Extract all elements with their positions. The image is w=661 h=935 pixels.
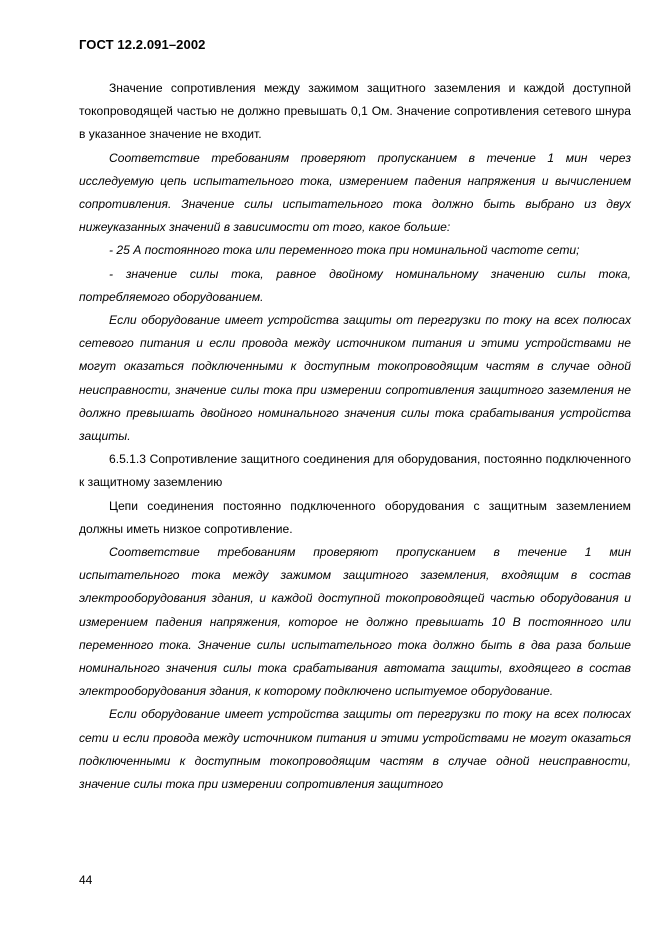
- document-body: [79, 77, 631, 796]
- paragraph-overload-protection-permanent: Если оборудование имеет устройства защиты от перегрузки по току на всех полюсах сети и если провода между источником питания и этими устройствами не могут оказаться подключенными к доступным токопроводящим частям в случае одной неисправности, значение силы тока при измерении сопротивления защитного: [79, 707, 631, 792]
- paragraph-overload-protection: Если оборудование имеет устройства защиты от перегрузки по току на всех полюсах сетевого питания и если провода между источником питания и этими устройствами не могут оказаться подключенными к доступным токопроводящим частям в случае одной неисправности, значение силы тока при измерении сопротивления защитного заземления не должно превышать двойного номинального значения силы тока срабатывания устройства защиты.: [79, 313, 631, 444]
- list-item-25a: - 25 А постоянного тока или переменного тока при номинальной частоте сети;: [109, 243, 580, 258]
- paragraph-test-method: Соответствие требованиям проверяют пропусканием в течение 1 мин через исследуемую цепь испытательного тока, измерением падения напряжения и вычислением сопротивления. Значение силы испытательного тока должно быть выбрано из двух нижеуказанных значений в зависимости от того, какое больше:: [79, 150, 631, 235]
- list-item-double-current: - значение силы тока, равное двойному номинальному значению силы тока, потребляемого оборудованием.: [79, 266, 631, 304]
- page-number: 44: [79, 873, 93, 887]
- paragraph-low-resistance: Цепи соединения постоянно подключенного оборудования с защитным заземлением должны иметь низкое сопротивление.: [79, 498, 631, 536]
- paragraph-resistance-value: Значение сопротивления между зажимом защитного заземления и каждой доступной токопроводящей частью не должно превышать 0,1 Ом. Значение сопротивления сетевого шнура в указанное значение не входит.: [79, 81, 631, 142]
- document-header: ГОСТ 12.2.091–2002: [79, 37, 206, 52]
- section-heading-6-5-1-3: 6.5.1.3 Сопротивление защитного соединения для оборудования, постоянно подключенного к защитному заземлению: [79, 452, 631, 490]
- paragraph-permanent-test-method: Соответствие требованиям проверяют пропусканием в течение 1 мин испытательного тока между зажимом защитного заземления, входящим в состав электрооборудования здания, и каждой доступной токопроводящей частью оборудования и измерением падения напряжения, которое не должно превышать 10 В постоянного или переменного тока. Значение силы испытательного тока должно быть в два раза больше номинального значения силы тока срабатывания автомата защиты, входящего в состав электрооборудования здания, к которому подключено испытуемое оборудование.: [79, 545, 631, 699]
